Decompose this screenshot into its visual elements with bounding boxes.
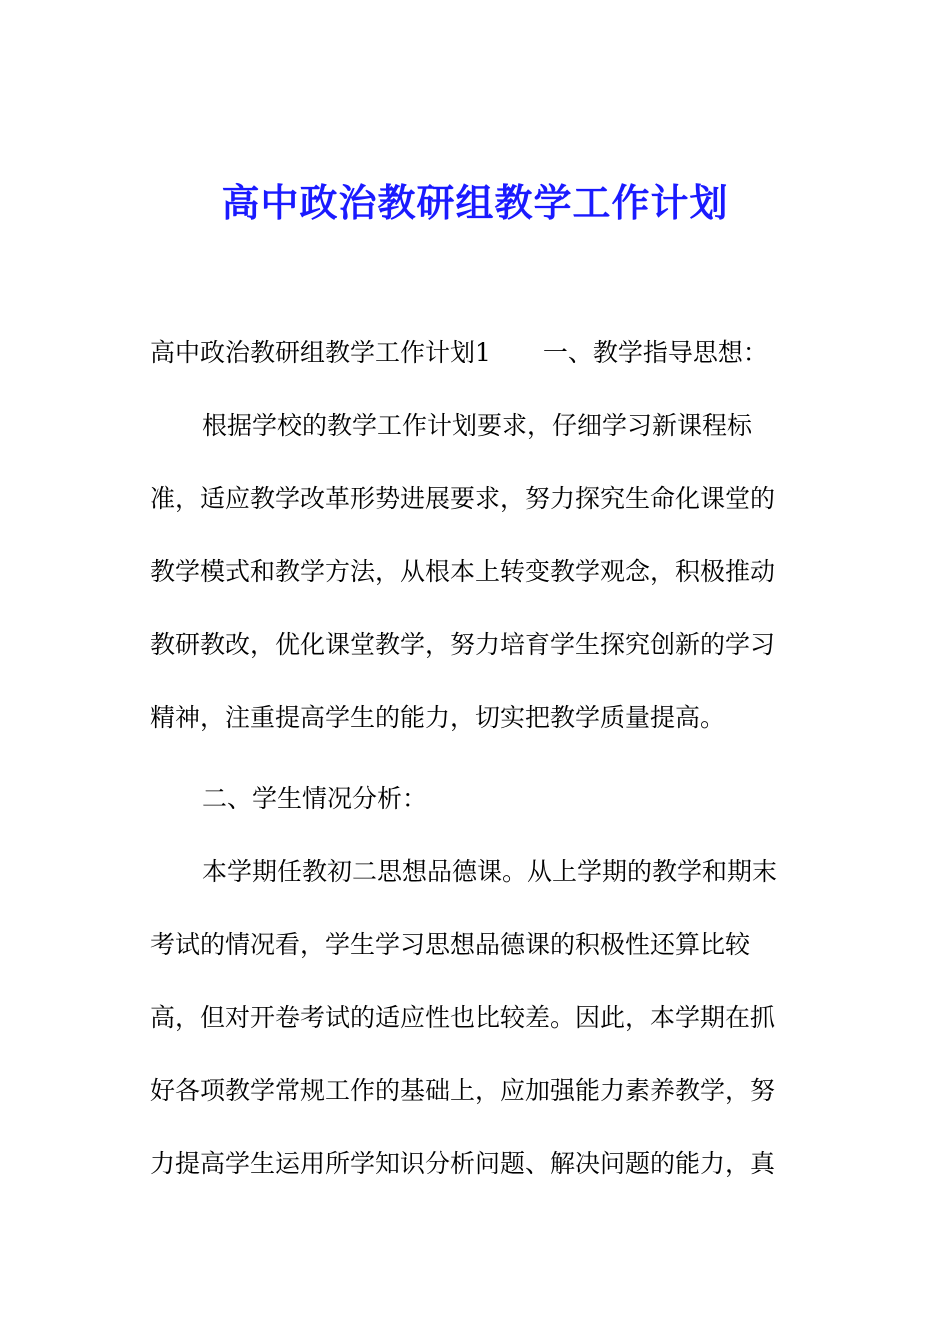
document-subtitle: 高中政治教研组教学工作计划1 (150, 338, 491, 367)
section2-line: 高，但对开卷考试的适应性也比较差。因此，本学期在抓 (150, 1003, 776, 1032)
section2-line: 好各项教学常规工作的基础上，应加强能力素养教学，努 (150, 1076, 776, 1105)
section1-heading: 一、教学指导思想： (542, 338, 768, 367)
section1-line: 准，适应教学改革形势进展要求，努力探究生命化课堂的 (150, 484, 776, 513)
first-line (150, 336, 768, 370)
section2-line: 考试的情况看，学生学习思想品德课的积极性还算比较 (150, 930, 751, 959)
section2-line: 力提高学生运用所学知识分析问题、解决问题的能力，真 (150, 1149, 776, 1178)
section1-line: 教学模式和教学方法，从根本上转变教学观念，积极推动 (150, 557, 776, 586)
section1-line: 教研教改，优化课堂教学，努力培育学生探究创新的学习 (150, 630, 776, 659)
section1-line: 根据学校的教学工作计划要求，仔细学习新课程标 (202, 411, 753, 440)
document-title: 高中政治教研组教学工作计划 (221, 180, 729, 225)
section2-heading: 二、学生情况分析： (202, 784, 428, 813)
section1-line: 精神，注重提高学生的能力，切实把教学质量提高。 (150, 703, 726, 732)
section2-line: 本学期任教初二思想品德课。从上学期的教学和期末 (202, 857, 778, 886)
